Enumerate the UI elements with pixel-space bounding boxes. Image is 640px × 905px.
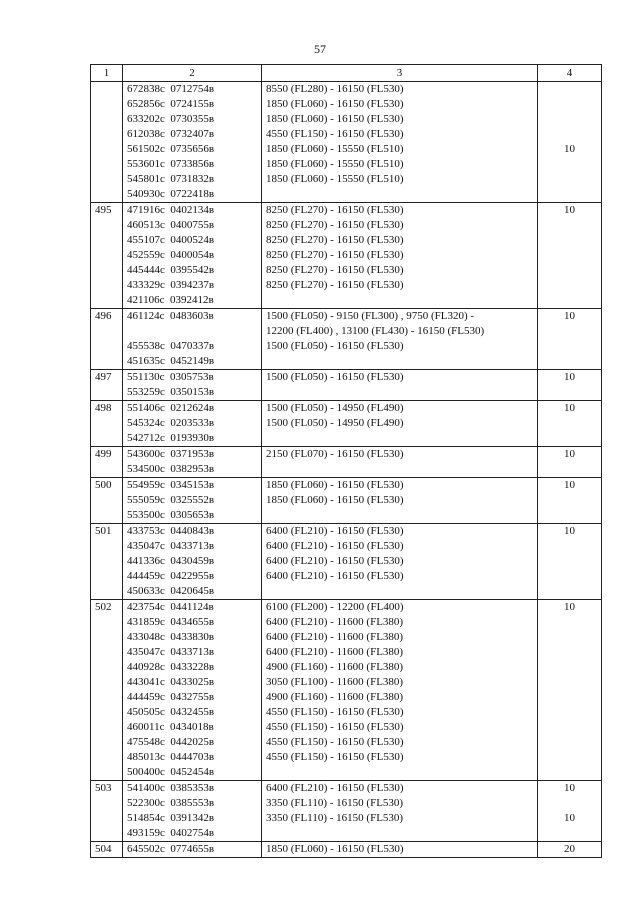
coordinate-line <box>127 826 257 841</box>
coordinates-cell <box>123 447 262 478</box>
coordinate-line <box>127 508 257 523</box>
altitude-line: 3050 (FL100) - 11600 (FL380) <box>266 676 404 688</box>
coordinate-line <box>127 645 257 660</box>
coordinates-cell <box>123 401 262 447</box>
coordinate-line <box>127 354 257 369</box>
value-cell <box>538 524 602 600</box>
latitude: 421106с <box>127 294 165 306</box>
latitude: 522300с <box>127 797 165 809</box>
longitude: 0392412в <box>169 294 214 306</box>
altitude-line: 8250 (FL270) - 16150 (FL530) <box>266 219 404 231</box>
coordinate-line <box>127 630 257 645</box>
altitude-cell <box>262 600 538 781</box>
latitude: 441336с <box>127 555 165 567</box>
value-line: 10 <box>564 204 575 216</box>
altitude-line: 8250 (FL270) - 16150 (FL530) <box>266 204 404 216</box>
altitude-line: 4550 (FL150) - 16150 (FL530) <box>266 736 404 748</box>
latitude: 543600с <box>127 448 165 460</box>
coordinate-line <box>127 765 257 780</box>
value-cell <box>538 447 602 478</box>
value-line: 10 <box>564 310 575 322</box>
latitude: 452559с <box>127 249 165 261</box>
table-row <box>91 600 602 781</box>
longitude: 0385353в <box>170 782 215 794</box>
value-line: 10 <box>564 782 575 794</box>
longitude: 0382953в <box>170 463 215 475</box>
coordinate-line <box>127 248 257 263</box>
latitude: 542712с <box>127 432 165 444</box>
value-line: 10 <box>564 479 575 491</box>
value-cell <box>538 842 602 858</box>
longitude: 0325552в <box>170 494 215 506</box>
longitude: 0400524в <box>170 234 215 246</box>
altitude-cell <box>262 309 538 370</box>
altitude-line: 1850 (FL060) - 15550 (FL510) <box>266 158 404 170</box>
value-cell <box>538 82 602 203</box>
value-line: 10 <box>564 371 575 383</box>
spacer <box>542 82 597 97</box>
longitude: 0724155в <box>170 98 215 110</box>
coordinate-line <box>127 416 257 431</box>
longitude: 0452454в <box>170 766 215 778</box>
coordinate-line <box>127 750 257 765</box>
latitude: 433048с <box>127 631 165 643</box>
value-cell <box>538 370 602 401</box>
altitude-line: 4550 (FL150) - 16150 (FL530) <box>266 706 404 718</box>
longitude: 0434655в <box>170 616 215 628</box>
altitude-line: 1500 (FL050) - 16150 (FL530) <box>266 371 404 383</box>
coordinate-line <box>127 233 257 248</box>
altitude-line: 1500 (FL050) - 16150 (FL530) <box>266 340 404 352</box>
coordinate-line <box>127 796 257 811</box>
value-cell <box>538 401 602 447</box>
longitude: 0395542в <box>170 264 215 276</box>
longitude: 0350153в <box>170 386 215 398</box>
longitude: 0400755в <box>170 219 215 231</box>
coordinate-line <box>127 660 257 675</box>
latitude: 551130с <box>127 371 165 383</box>
row-number: 502 <box>91 600 123 781</box>
coordinate-line <box>127 781 257 796</box>
altitude-line: 3350 (FL110) - 16150 (FL530) <box>266 812 404 824</box>
longitude: 0433713в <box>170 646 215 658</box>
altitude-line: 6400 (FL210) - 16150 (FL530) <box>266 540 404 552</box>
latitude: 553601с <box>127 158 165 170</box>
altitude-line: 2150 (FL070) - 16150 (FL530) <box>266 448 404 460</box>
latitude: 431859с <box>127 616 165 628</box>
latitude: 460513с <box>127 219 165 231</box>
altitude-line: 12200 (FL400) , 13100 (FL430) - 16150 (FL530) <box>266 325 485 337</box>
value-line: 10 <box>564 601 575 613</box>
row-number: 495 <box>91 203 123 309</box>
longitude: 0774655в <box>170 843 215 855</box>
altitude-line: 4550 (FL150) - 16150 (FL530) <box>266 751 404 763</box>
coordinate-line <box>127 172 257 187</box>
altitude-line: 1850 (FL060) - 16150 (FL530) <box>266 479 404 491</box>
coordinates-cell <box>123 370 262 401</box>
longitude: 0483603в <box>169 310 214 322</box>
latitude: 545324с <box>127 417 165 429</box>
latitude: 540930с <box>127 188 165 200</box>
altitude-line: 6400 (FL210) - 11600 (FL380) <box>266 631 404 643</box>
longitude: 0442025в <box>170 736 215 748</box>
table-row <box>91 781 602 842</box>
coordinate-line <box>127 97 257 112</box>
altitude-line: 4900 (FL160) - 11600 (FL380) <box>266 661 404 673</box>
header-col-3: 3 <box>262 65 538 82</box>
coordinate-line <box>127 142 257 157</box>
latitude: 561502с <box>127 143 165 155</box>
altitude-line: 8250 (FL270) - 16150 (FL530) <box>266 279 404 291</box>
value-cell <box>538 781 602 842</box>
table-body <box>91 82 602 858</box>
coordinate-line <box>127 493 257 508</box>
latitude: 645502с <box>127 843 165 855</box>
latitude: 555059с <box>127 494 165 506</box>
altitude-line: 8250 (FL270) - 16150 (FL530) <box>266 234 404 246</box>
value-line <box>542 796 597 811</box>
latitude: 554959с <box>127 479 165 491</box>
latitude: 612038с <box>127 128 165 140</box>
latitude: 444459с <box>127 570 165 582</box>
value-line: 20 <box>564 843 575 855</box>
coordinate-line <box>127 112 257 127</box>
altitude-cell <box>262 842 538 858</box>
latitude: 553500с <box>127 509 165 521</box>
longitude: 0432755в <box>170 691 215 703</box>
longitude: 0470337в <box>170 340 215 352</box>
altitude-cell <box>262 401 538 447</box>
altitude-cell <box>262 478 538 524</box>
coordinate-line <box>127 539 257 554</box>
table-row <box>91 370 602 401</box>
value-cell <box>538 478 602 524</box>
header-col-2: 2 <box>123 65 262 82</box>
coordinate-line <box>127 263 257 278</box>
altitude-cell <box>262 203 538 309</box>
longitude: 0440843в <box>170 525 215 537</box>
longitude: 0433025в <box>170 676 215 688</box>
coordinate-line <box>127 401 257 416</box>
value-line: 10 <box>564 812 575 824</box>
row-number: 504 <box>91 842 123 858</box>
altitude-line: 1500 (FL050) - 14950 (FL490) <box>266 417 404 429</box>
altitude-line: 6400 (FL210) - 11600 (FL380) <box>266 616 404 628</box>
coordinate-line <box>127 370 257 385</box>
altitude-line: 6400 (FL210) - 16150 (FL530) <box>266 555 404 567</box>
longitude: 0731832в <box>170 173 215 185</box>
longitude: 0735656в <box>170 143 215 155</box>
table-row <box>91 447 602 478</box>
longitude: 0433830в <box>170 631 215 643</box>
row-number: 498 <box>91 401 123 447</box>
altitude-line: 8250 (FL270) - 16150 (FL530) <box>266 264 404 276</box>
longitude: 0212624в <box>170 402 215 414</box>
altitude-cell <box>262 447 538 478</box>
coordinate-line <box>127 584 257 599</box>
longitude: 0193930в <box>170 432 215 444</box>
altitude-line: 1850 (FL060) - 15550 (FL510) <box>266 173 404 185</box>
longitude: 0420645в <box>170 585 215 597</box>
row-number: 499 <box>91 447 123 478</box>
longitude: 0444703в <box>170 751 215 763</box>
row-number: 503 <box>91 781 123 842</box>
altitude-line: 1850 (FL060) - 16150 (FL530) <box>266 494 404 506</box>
longitude: 0400054в <box>170 249 215 261</box>
coordinates-cell <box>123 82 262 203</box>
coordinate-line <box>127 705 257 720</box>
latitude: 541400с <box>127 782 165 794</box>
spacer <box>542 127 597 142</box>
altitude-line: 4550 (FL150) - 16150 (FL530) <box>266 721 404 733</box>
header-row <box>91 65 602 82</box>
header-col-1: 1 <box>91 65 123 82</box>
latitude: 461124с <box>127 310 165 322</box>
coordinates-cell <box>123 203 262 309</box>
longitude: 0402134в <box>170 204 215 216</box>
altitude-line: 8550 (FL280) - 16150 (FL530) <box>266 83 404 95</box>
latitude: 445444с <box>127 264 165 276</box>
coordinate-line <box>127 278 257 293</box>
latitude: 493159с <box>127 827 165 839</box>
header-col-4: 4 <box>538 65 602 82</box>
latitude: 633202с <box>127 113 165 125</box>
coordinates-cell <box>123 781 262 842</box>
longitude: 0434018в <box>169 721 214 733</box>
latitude: 433329с <box>127 279 165 291</box>
longitude: 0430459в <box>170 555 215 567</box>
latitude: 423754с <box>127 601 165 613</box>
page-number: 57 <box>314 42 326 56</box>
spacer <box>542 97 597 112</box>
row-number <box>91 82 123 203</box>
coordinate-line <box>127 478 257 493</box>
coordinate-line <box>127 431 257 446</box>
latitude: 475548с <box>127 736 165 748</box>
altitude-line: 1500 (FL050) - 14950 (FL490) <box>266 402 404 414</box>
latitude: 435047с <box>127 646 165 658</box>
latitude: 672838с <box>127 83 165 95</box>
coordinate-line <box>127 462 257 477</box>
coordinate-line <box>127 309 257 324</box>
latitude: 485013с <box>127 751 165 763</box>
altitude-line: 3350 (FL110) - 16150 (FL530) <box>266 797 404 809</box>
coordinate-line <box>127 720 257 735</box>
longitude: 0203533в <box>170 417 215 429</box>
coordinates-cell <box>123 309 262 370</box>
latitude: 451635с <box>127 355 165 367</box>
coordinate-line <box>127 690 257 705</box>
altitude-line: 6400 (FL210) - 11600 (FL380) <box>266 646 404 658</box>
latitude: 443041с <box>127 676 165 688</box>
latitude: 471916с <box>127 204 165 216</box>
value-line: 10 <box>564 448 575 460</box>
coordinates-cell <box>123 600 262 781</box>
altitude-line: 6100 (FL200) - 12200 (FL400) <box>266 601 404 613</box>
coordinate-line <box>127 82 257 97</box>
coordinate-line <box>127 554 257 569</box>
latitude: 534500с <box>127 463 165 475</box>
latitude: 652856с <box>127 98 165 110</box>
latitude: 553259с <box>127 386 165 398</box>
table-row <box>91 842 602 858</box>
spacer <box>542 112 597 127</box>
longitude: 0394237в <box>170 279 215 291</box>
coordinate-line <box>127 187 257 202</box>
altitude-cell <box>262 524 538 600</box>
longitude: 0441124в <box>170 601 214 613</box>
table-row <box>91 478 602 524</box>
longitude: 0385553в <box>170 797 215 809</box>
altitude-line: 6400 (FL210) - 16150 (FL530) <box>266 570 404 582</box>
longitude: 0733856в <box>170 158 215 170</box>
longitude: 0422955в <box>170 570 215 582</box>
altitude-line: 1500 (FL050) - 9150 (FL300) , 9750 (FL320) - <box>266 310 475 322</box>
latitude: 450505с <box>127 706 165 718</box>
coordinate-line <box>127 675 257 690</box>
latitude: 435047с <box>127 540 165 552</box>
longitude: 0712754в <box>170 83 215 95</box>
longitude: 0402754в <box>170 827 215 839</box>
latitude: 450633с <box>127 585 165 597</box>
latitude: 444459с <box>127 691 165 703</box>
coordinate-line <box>127 218 257 233</box>
coordinate-line <box>127 293 257 308</box>
value-cell <box>538 203 602 309</box>
coordinate-line <box>127 203 257 218</box>
coordinate-line <box>127 569 257 584</box>
latitude: 545801с <box>127 173 165 185</box>
altitude-line: 1850 (FL060) - 16150 (FL530) <box>266 843 404 855</box>
value-line: 10 <box>564 402 575 414</box>
table-row <box>91 82 602 203</box>
value-cell <box>538 309 602 370</box>
table-row <box>91 401 602 447</box>
altitude-line: 6400 (FL210) - 16150 (FL530) <box>266 525 404 537</box>
latitude: 460011с <box>127 721 165 733</box>
coordinate-line <box>127 615 257 630</box>
longitude: 0371953в <box>170 448 215 460</box>
coordinates-cell <box>123 524 262 600</box>
value-line: 10 <box>564 525 575 537</box>
longitude: 0452149в <box>170 355 215 367</box>
latitude: 514854с <box>127 812 165 824</box>
longitude: 0730355в <box>170 113 215 125</box>
row-number: 501 <box>91 524 123 600</box>
altitude-line: 1850 (FL060) - 15550 (FL510) <box>266 143 404 155</box>
longitude: 0305753в <box>169 371 214 383</box>
coordinate-line <box>127 339 257 354</box>
coordinate-line <box>127 842 257 857</box>
longitude: 0433713в <box>170 540 215 552</box>
longitude: 0732407в <box>170 128 215 140</box>
coordinate-line <box>127 127 257 142</box>
altitude-line: 6400 (FL210) - 16150 (FL530) <box>266 782 404 794</box>
altitude-cell <box>262 82 538 203</box>
latitude: 455538с <box>127 340 165 352</box>
coordinate-line <box>127 447 257 462</box>
altitude-line: 4900 (FL160) - 11600 (FL380) <box>266 691 404 703</box>
row-number: 496 <box>91 309 123 370</box>
latitude: 455107с <box>127 234 165 246</box>
coordinate-line <box>127 600 257 615</box>
latitude: 500400с <box>127 766 165 778</box>
coordinate-line <box>127 735 257 750</box>
coordinates-cell <box>123 842 262 858</box>
table-row <box>91 524 602 600</box>
value-cell <box>538 600 602 781</box>
altitude-cell <box>262 781 538 842</box>
altitude-cell <box>262 370 538 401</box>
value-line: 10 <box>564 143 575 155</box>
row-number: 497 <box>91 370 123 401</box>
longitude: 0432455в <box>170 706 215 718</box>
coordinates-table <box>90 64 602 858</box>
coordinate-line <box>127 324 257 339</box>
longitude: 0391342в <box>170 812 215 824</box>
altitude-line: 1850 (FL060) - 16150 (FL530) <box>266 98 404 110</box>
coordinate-line <box>127 524 257 539</box>
table-row <box>91 203 602 309</box>
row-number: 500 <box>91 478 123 524</box>
latitude: 551406с <box>127 402 165 414</box>
longitude: 0433228в <box>170 661 215 673</box>
latitude: 440928с <box>127 661 165 673</box>
coordinate-line <box>127 811 257 826</box>
coordinates-cell <box>123 478 262 524</box>
longitude: 0722418в <box>170 188 215 200</box>
altitude-line: 8250 (FL270) - 16150 (FL530) <box>266 249 404 261</box>
latitude: 433753с <box>127 525 165 537</box>
table-row <box>91 309 602 370</box>
longitude: 0345153в <box>170 479 215 491</box>
longitude: 0305653в <box>170 509 215 521</box>
coordinate-line <box>127 157 257 172</box>
altitude-line: 4550 (FL150) - 16150 (FL530) <box>266 128 404 140</box>
coordinate-line <box>127 385 257 400</box>
altitude-line: 1850 (FL060) - 16150 (FL530) <box>266 113 404 125</box>
